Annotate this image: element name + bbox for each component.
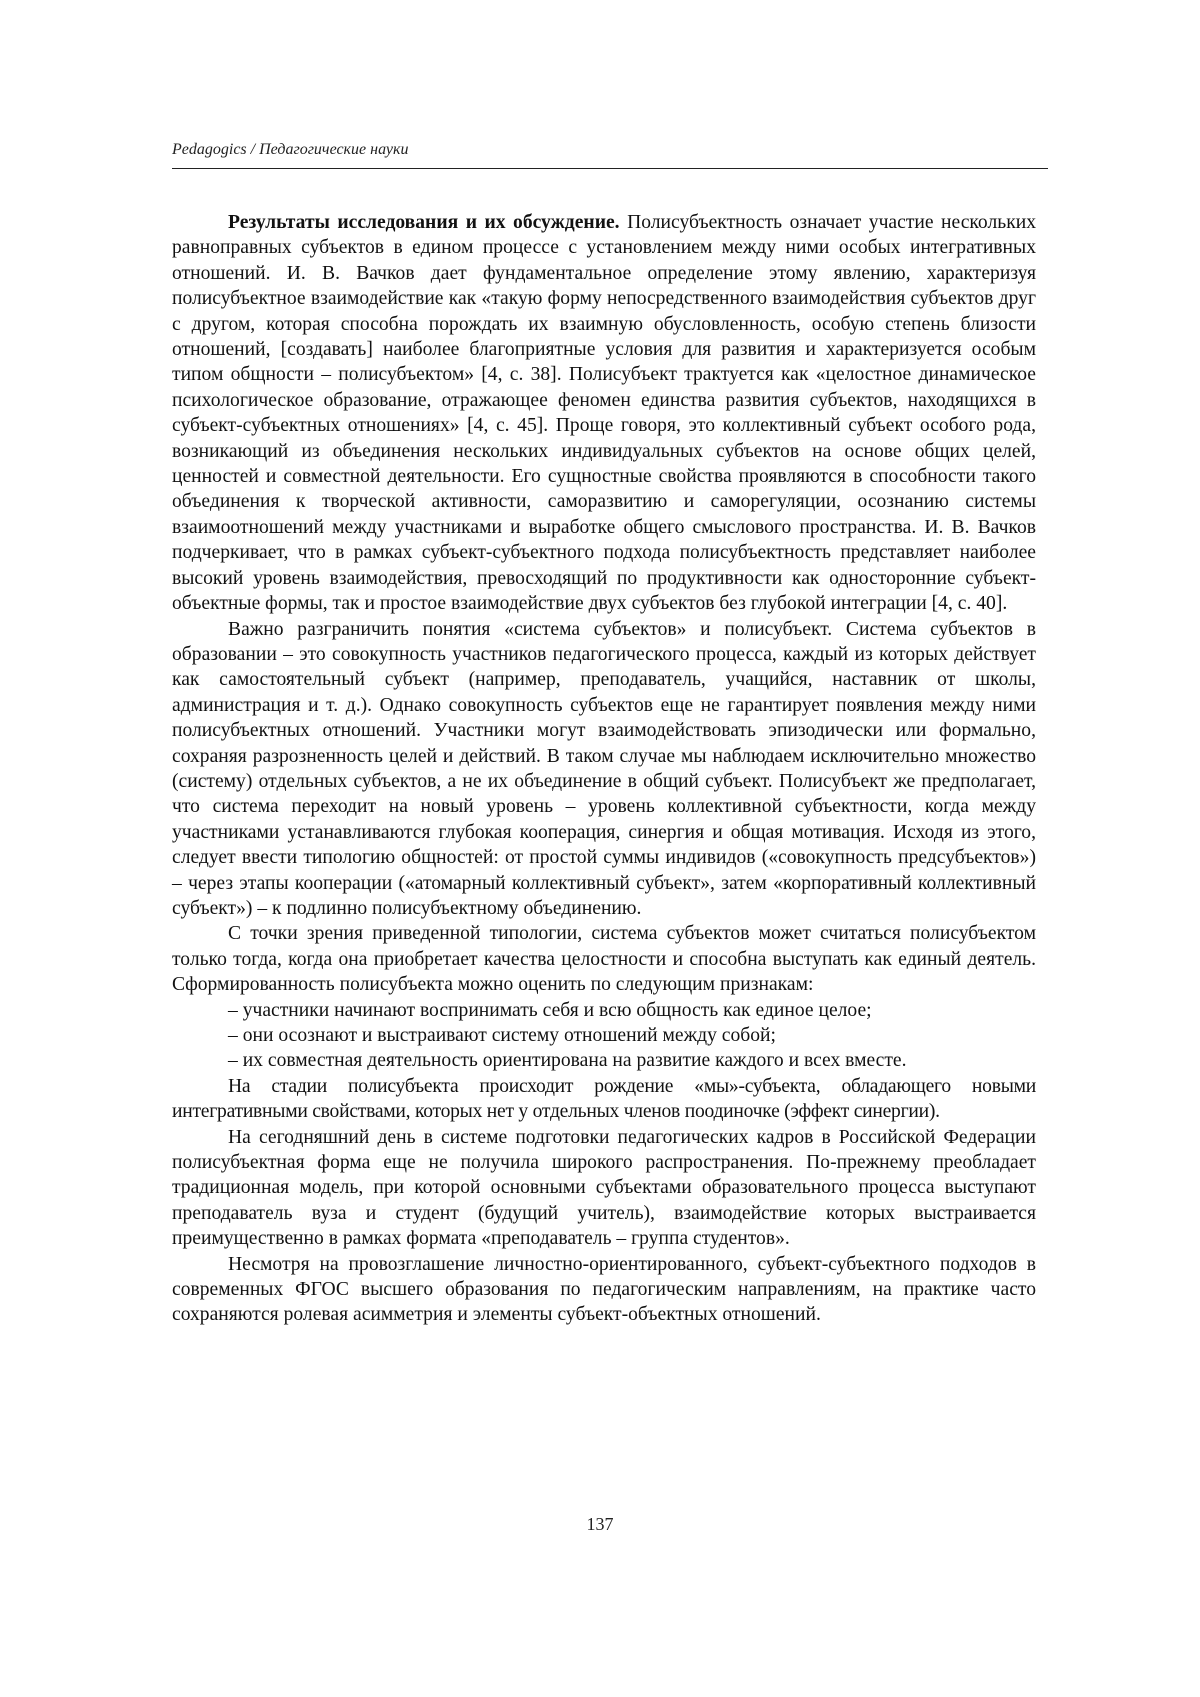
article-body xyxy=(172,210,1036,1328)
list-item: – участники начинают воспринимать себя и всю общность как единое целое; xyxy=(228,999,872,1021)
paragraph-we-subject: На стадии полисубъекта происходит рождение «мы»-субъекта, обладающего новыми интегративными свойствами, которых нет у отдельных членов поодиночке (эффект синергии). xyxy=(172,1075,1036,1123)
paragraph-current-state: На сегодняшний день в системе подготовки педагогических кадров в Российской Федерации полисубъектная форма еще не получила широкого распространения. По-прежнему преобладает традиционная модель, при которой основными субъектами образовательного процесса выступают преподаватель вуза и студент (будущий учитель), взаимодействие которых выстраивается преимущественно в рамках формата «преподаватель – группа студентов». xyxy=(172,1126,1036,1250)
paragraph-typology: С точки зрения приведенной типологии, система субъектов может считаться полисубъектом только тогда, когда она приобретает качества целостности и способна выступать как единый деятель. Сформированность полисубъекта можно оценить по следующим признакам: xyxy=(172,923,1036,996)
paragraph-text: Полисубъектность означает участие нескольких равноправных субъектов в едином процессе с установлением между ними особых интегративных отношений. И. В. Вачков дает фундаментальное определение этому явлению, характеризуя полисубъектное взаимодействие как «такую форму непосредственного взаимодействия субъектов друг с другом, которая способна порождать их взаимную обусловленность, особую степень близости отношений, [создавать] наиболее благоприятные условия для развития и характеризуется особым типом общности – полисубъектом» [4, с. 38]. Полисубъект трактуется как «целостное динамическое психологическое образование, отражающее феномен единства развития субъектов, находящихся в субъект-субъектных отношениях» [4, с. 45]. Проще говоря, это коллективный субъект особого рода, возникающий из объединения нескольких индивидуальных субъектов на основе общих целей, ценностей и совместной деятельности. Его сущностные свойства проявляются в способности такого объединения к творческой активности, саморазвитию и саморегуляции, осознанию системы взаимоотношений между участниками и выработке общего смыслового пространства. И. В. Вачков подчеркивает, что в рамках субъект-субъектного подхода полисубъектность представляет наиболее высокий уровень взаимодействия, превосходящий по продуктивности как односторонние субъект-объектные формы, так и простое взаимодействие двух субъектов без глубокой интеграции [4, с. 40]. xyxy=(172,212,1036,615)
section-heading: Результаты исследования и их обсуждение. xyxy=(228,212,620,233)
running-header xyxy=(172,138,1048,169)
running-title: Pedagogics / Педагогические науки xyxy=(172,141,409,158)
paragraph-system-of-subjects: Важно разграничить понятия «система субъектов» и полисубъект. Система субъектов в образовании – это совокупность участников педагогического процесса, каждый из которых действует как самостоятельный субъект (например, преподаватель, учащийся, наставник от школы, администрация и т. д.). Однако совокупность субъектов еще не гарантирует появления между ними полисубъектных отношений. Участники могут взаимодействовать эпизодически или формально, сохраняя разрозненность целей и действий. В таком случае мы наблюдаем исключительно множество (систему) отдельных субъектов, а не их объединение в общий субъект. Полисубъект же предполагает, что система переходит на новый уровень – уровень коллективной субъектности, когда между участниками устанавливаются глубокая кооперация, синергия и общая мотивация. Исходя из этого, следует ввести типологию общностей: от простой суммы индивидов («совокупность предсубъектов») – через этапы кооперации («атомарный коллективный субъект», затем «корпоративный коллективный субъект») – к подлинно полисубъектному объединению. xyxy=(172,618,1036,919)
paragraph-fgos: Несмотря на провозглашение личностно-ориентированного, субъект-субъектного подходов в современных ФГОС высшего образования по педагогическим направлениям, на практике часто сохраняются ролевая асимметрия и элементы субъект-объектных отношений. xyxy=(172,1253,1036,1326)
list-item: – они осознают и выстраивают систему отношений между собой; xyxy=(228,1025,776,1046)
paragraph-results xyxy=(172,210,1036,617)
page-number: 137 xyxy=(586,1514,614,1534)
list-item: – их совместная деятельность ориентирована на развитие каждого и всех вместе. xyxy=(228,1050,907,1072)
